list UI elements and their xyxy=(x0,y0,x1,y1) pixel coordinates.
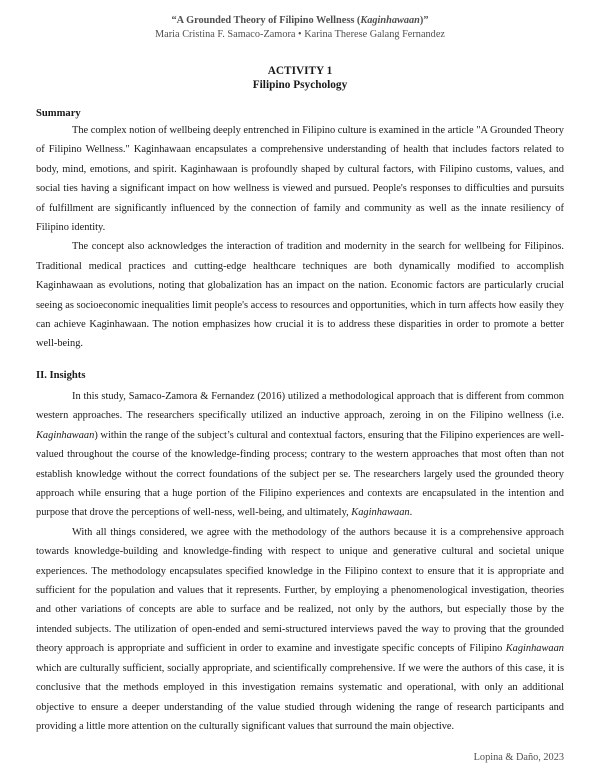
term-kaginhawaan: Kaginhawaan xyxy=(36,429,95,441)
header-title-prefix: “A Grounded Theory of Filipino Wellness ( xyxy=(171,15,361,26)
summary-section xyxy=(36,107,564,354)
term-kaginhawaan: Kaginhawaan xyxy=(505,643,564,655)
summary-paragraph-1: The complex notion of wellbeing deeply entrenched in Filipino culture is examined in the article "A Grounded Theory of Filipino Wellness." Kaginhawaan encapsulates a comprehensive understanding of health that includes factors related to body, mind, emotions, and spirit. Kaginhawaan is profoundly shaped by cultural factors, with Filipino customs, values, and social ties having a significant impact on how wellness is viewed and pursued. People's responses to difficulties and pursuits of fulfillment are significantly influenced by the connection of family and community as well as the innate resiliency of Filipino identity. xyxy=(36,125,564,234)
insights-paragraph-2: With all things considered, we agree with the methodology of the authors because it is a comprehensive approach towards knowledge-building and knowledge-finding with respect to unique and generative cultural and societal unique experiences. The methodology encapsulates specified knowledge in the Filipino context to ensure that it is appropriate and sufficient for the population and values that it represents. Further, by employing a phenomenological investigation, theories and other variations of concepts are able to surface and be realized, not only by the authors, but especially those by the intended subjects. The utilization of open-ended and semi-structured interviews paved the way to proving that the grounded theory approach is appropriate and sufficient in order to examine and investigate specific concepts of Filipino Kaginhawaan which are culturally sufficient, socially appropriate, and scientifically comprehensive. If we were the authors of this case, it is conclusive that the methods employed in this investigation remains systematic and operational, with only an additional objective to ensure a deeper understanding of the value studied through widening the range of research participants and providing a little more attention on the culturally significant values that surround the main objective. xyxy=(36,526,564,732)
insights-heading: II. Insights xyxy=(36,370,86,381)
header-authors: Maria Cristina F. Samaco-Zamora • Karina Therese Galang Fernandez xyxy=(155,29,445,40)
activity-heading xyxy=(0,64,600,92)
header-title xyxy=(0,15,600,26)
header-title-suffix: )” xyxy=(419,15,429,26)
activity-number: ACTIVITY 1 xyxy=(267,65,333,77)
header-title-italic: Kaginhawaan xyxy=(360,15,420,26)
insights-paragraph-1: In this study, Samaco-Zamora & Fernandez (2016) utilized a methodological approach that is different from common western approaches. The researchers specifically utilized an inductive approach, zeroing in on the Filipino wellness (i.e. Kaginhawaan) within the range of the subject’s cultural and contextual factors, ensuring that the Filipino experiences are well-valued throughout the course of the knowledge-finding process; contrary to the western approaches that most often than not establish knowledge without the correct foundations of the subject per se. The researchers largely used the grounded theory approach while ensuring that a huge portion of the Filipino experiences and contexts are encapsulated in the intention and purpose that drove the perceptions of well-ness, well-being, and ultimately, Kaginhawaan. xyxy=(36,391,564,519)
activity-subject: Filipino Psychology xyxy=(252,79,348,91)
term-kaginhawaan: Kaginhawaan xyxy=(351,507,410,519)
summary-heading: Summary xyxy=(36,108,81,119)
footer-credit: Lopina & Daño, 2023 xyxy=(473,752,564,763)
insights-section xyxy=(36,369,564,736)
summary-paragraph-2: The concept also acknowledges the interaction of tradition and modernity in the search for wellbeing for Filipinos. Traditional medical practices and cutting-edge healthcare techniques are both dynamically modified to accomplish Kaginhawaan as evolutions, noting that globalization has an impact on the nation. Economic factors are particularly crucial seeing as socioeconomic inequalities limit people's access to resources and opportunities, which in turn affects how easily they can achieve Kaginhawaan. The notion emphasizes how crucial it is to address these disparities in order to promote a better well-being. xyxy=(36,241,564,350)
